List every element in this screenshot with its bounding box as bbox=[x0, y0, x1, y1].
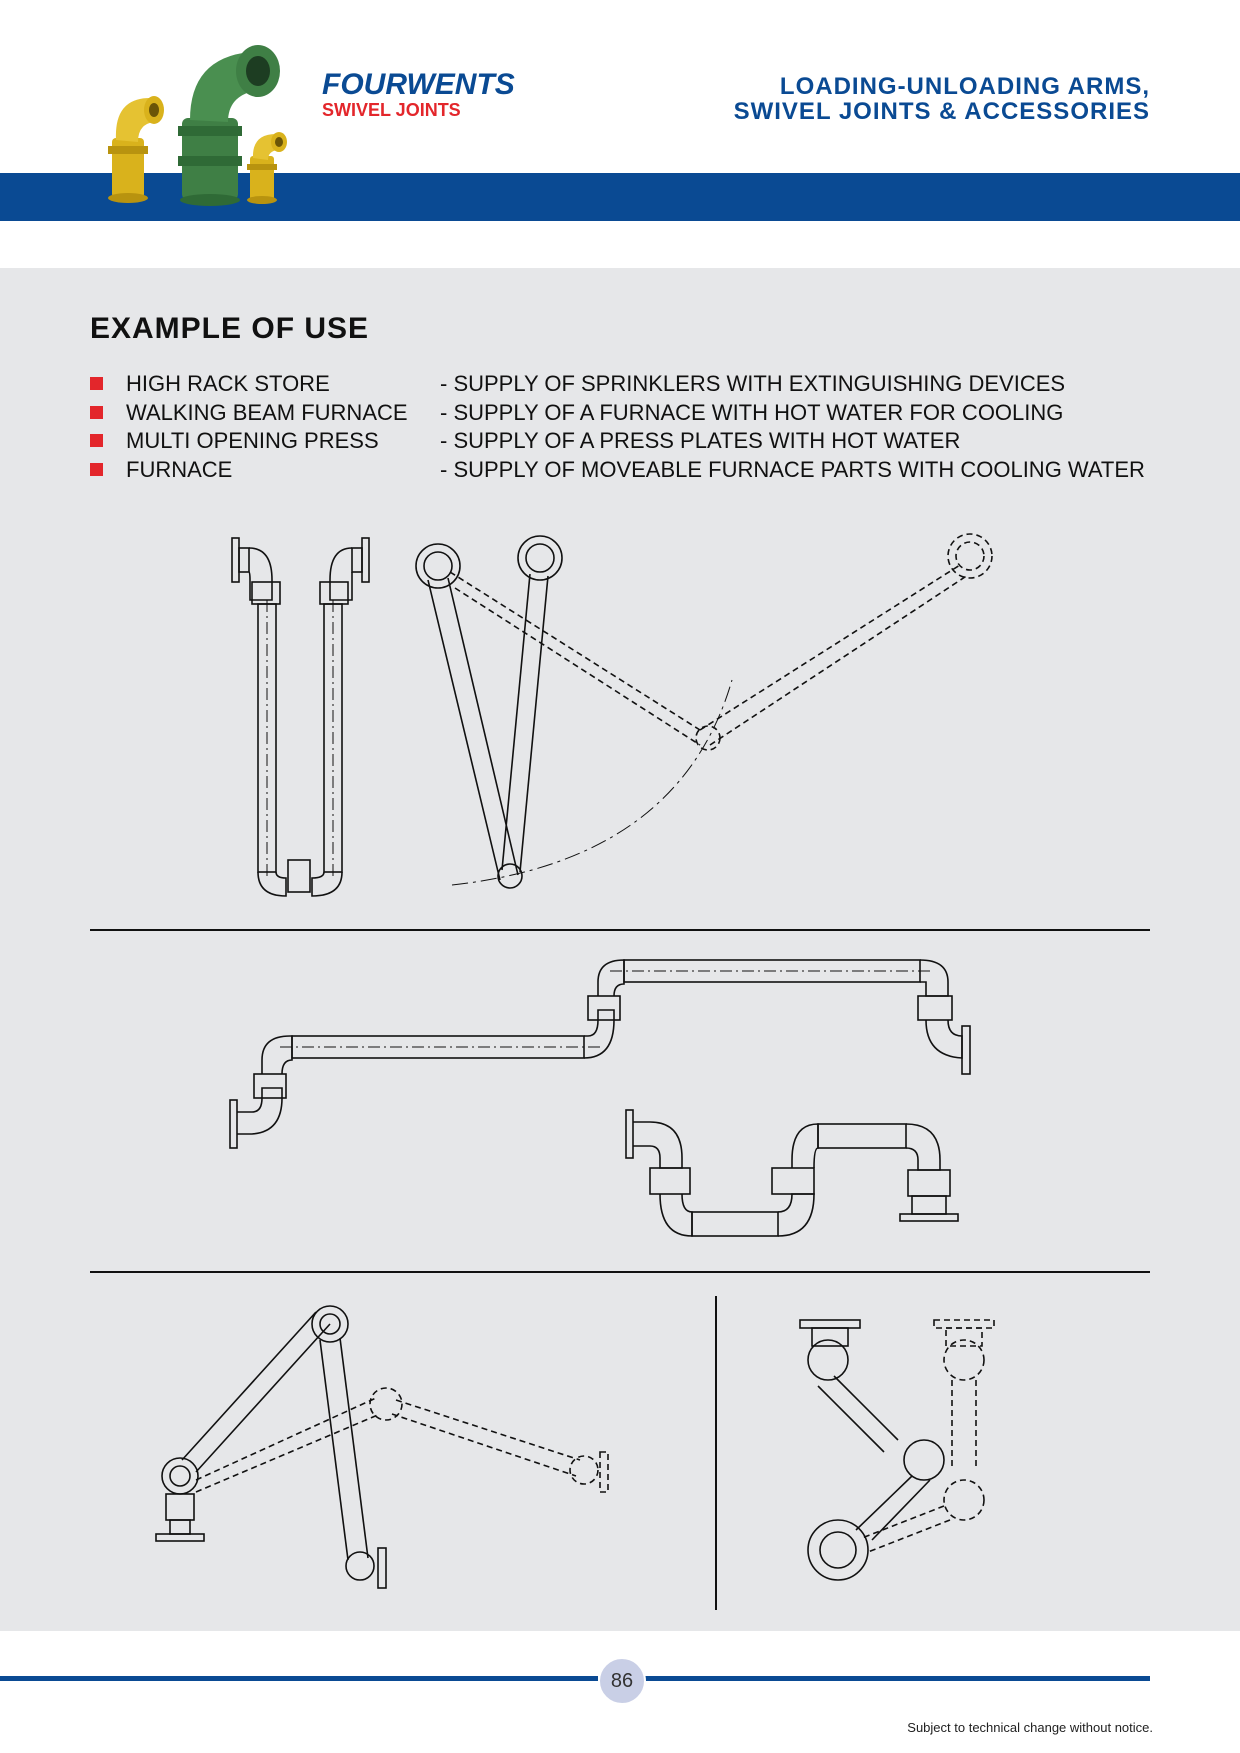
long-offset-pipe-drawing bbox=[230, 960, 970, 1148]
use-description: - SUPPLY OF A PRESS PLATES WITH HOT WATER bbox=[440, 428, 961, 453]
brand-subtitle: SWIVEL JOINTS bbox=[322, 100, 461, 120]
s-shaped-swivel-pipe-drawing bbox=[626, 1110, 958, 1236]
brand-logo bbox=[322, 70, 515, 120]
use-description: - SUPPLY OF SPRINKLERS WITH EXTINGUISHING DEVICES bbox=[440, 371, 1066, 396]
catalog-title bbox=[734, 74, 1150, 124]
use-name: HIGH RACK STORE bbox=[126, 371, 330, 396]
brand-name: FOURWENTS bbox=[322, 68, 515, 101]
use-name: WALKING BEAM FURNACE bbox=[126, 399, 408, 425]
swivel-joint-products-photo bbox=[100, 38, 300, 208]
use-description: - SUPPLY OF A FURNACE WITH HOT WATER FOR COOLING bbox=[440, 399, 1064, 425]
technical-drawings bbox=[0, 268, 1240, 1631]
articulated-arm-positions-drawing bbox=[156, 1306, 608, 1588]
page-number: 86 bbox=[598, 1657, 646, 1705]
catalog-title-line2: SWIVEL JOINTS & ACCESSORIES bbox=[733, 98, 1150, 125]
footer-line-left bbox=[0, 1676, 598, 1681]
pivot-arm-swing-range-drawing bbox=[416, 534, 992, 888]
footer-line-right bbox=[642, 1676, 1150, 1681]
folding-arm-positions-drawing bbox=[800, 1320, 994, 1580]
use-description: - SUPPLY OF MOVEABLE FURNACE PARTS WITH COOLING WATER bbox=[440, 456, 1145, 482]
u-shaped-swivel-pipe-drawing bbox=[232, 538, 369, 896]
page-header bbox=[0, 0, 1240, 225]
use-name: MULTI OPENING PRESS bbox=[126, 428, 379, 453]
section-title: EXAMPLE OF USE bbox=[90, 312, 370, 345]
use-name: FURNACE bbox=[126, 456, 233, 482]
catalog-title-line1: LOADING-UNLOADING ARMS, bbox=[779, 73, 1150, 100]
disclaimer: Subject to technical change without notice. bbox=[907, 1720, 1153, 1735]
